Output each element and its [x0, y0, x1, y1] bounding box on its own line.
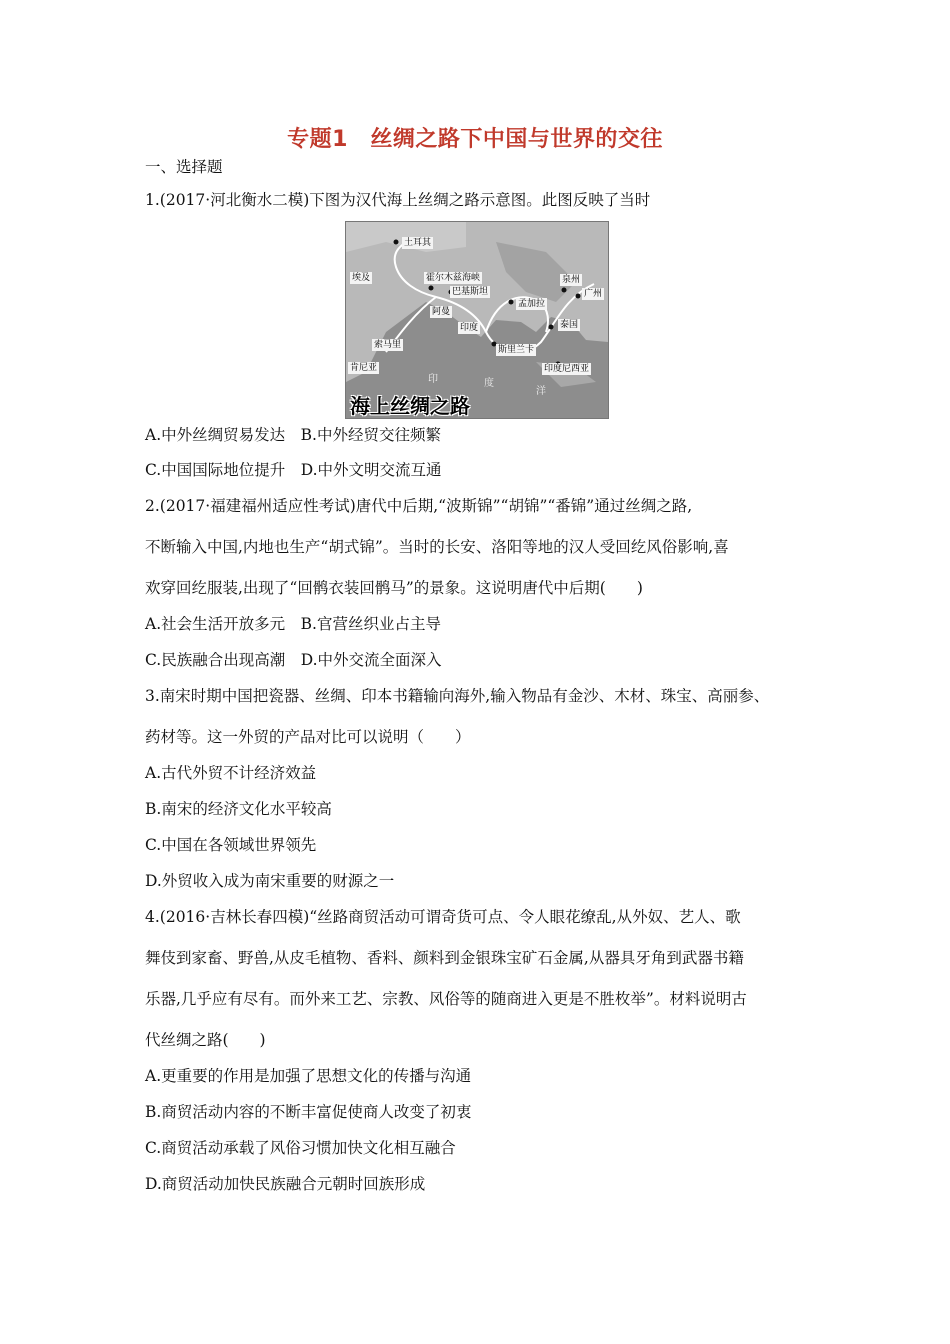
q2-stem-line2: 不断输入中国,内地也生产“胡式锦”。当时的长安、洛阳等地的汉人受回纥风俗影响,喜: [145, 538, 729, 556]
map-banner: 海上丝绸之路: [350, 394, 470, 418]
q4-option-c: C.商贸活动承载了风俗习惯加快文化相互融合: [145, 1139, 456, 1157]
q2-options-cd: C.民族融合出现高潮 D.中外交流全面深入: [145, 651, 442, 669]
map-label-egypt: 埃及: [352, 273, 371, 283]
map-label-kenya: 肯尼亚: [350, 363, 378, 373]
q4-stem-line4: 代丝绸之路( ): [145, 1031, 266, 1049]
q3-option-c: C.中国在各领域世界领先: [145, 836, 317, 854]
map-label-sri-lanka: 斯里兰卡: [498, 345, 535, 355]
q2-stem-line3: 欢穿回纥服装,出现了“回鹘衣装回鹘马”的景象。这说明唐代中后期( ): [145, 579, 643, 597]
map-label-thailand: 泰国: [560, 320, 579, 330]
map-label-guangzhou: 广州: [584, 289, 603, 299]
map-label-somalia: 索马里: [374, 340, 402, 350]
q4-stem-line2: 舞伎到家畜、野兽,从皮毛植物、香料、颜料到金银珠宝矿石金属,从器具牙角到武器书籍: [145, 949, 744, 967]
silk-road-map: [345, 221, 609, 419]
map-label-pakistan: 巴基斯坦: [452, 287, 489, 297]
q3-option-b: B.南宋的经济文化水平较高: [145, 800, 332, 818]
q4-stem-line1: 4.(2016·吉林长春四模)“丝路商贸活动可谓奇货可点、令人眼花缭乱,从外奴、艺人、歌: [145, 908, 741, 926]
q4-option-a: A.更重要的作用是加强了思想文化的传播与沟通: [145, 1067, 472, 1085]
q4-option-b: B.商贸活动内容的不断丰富促使商人改变了初衷: [145, 1103, 472, 1121]
map-label-turkey: 土耳其: [404, 238, 432, 248]
section-heading: 一、选择题: [145, 158, 223, 176]
q3-option-a: A.古代外贸不计经济效益: [145, 764, 317, 782]
page-title: 专题1 丝绸之路下中国与世界的交往: [287, 127, 663, 152]
q1-options-cd: C.中国国际地位提升 D.中外文明交流互通: [145, 461, 442, 479]
map-label-oman: 阿曼: [432, 307, 451, 317]
q3-stem-line2: 药材等。这一外贸的产品对比可以说明（ ）: [145, 728, 471, 746]
q1-options-ab: A.中外丝绸贸易发达 B.中外经贸交往频繁: [145, 426, 441, 444]
q3-stem-line1: 3.南宋时期中国把瓷器、丝绸、印本书籍输向海外,输入物品有金沙、木材、珠宝、高丽参、: [145, 687, 770, 705]
q2-options-ab: A.社会生活开放多元 B.官营丝织业占主导: [145, 615, 441, 633]
map-ocean-char-3: 洋: [536, 386, 546, 397]
q4-stem-line3: 乐器,几乎应有尽有。而外来工艺、宗教、风俗等的随商进入更是不胜枚举”。材料说明古: [145, 990, 747, 1008]
map-label-india: 印度: [460, 323, 479, 333]
map-label-indonesia: 印度尼西亚: [544, 364, 590, 374]
q4-option-d: D.商贸活动加快民族融合元朝时回族形成: [145, 1175, 426, 1193]
map-ocean-char-2: 度: [484, 378, 494, 389]
q2-stem-line1: 2.(2017·福建福州适应性考试)唐代中后期,“波斯锦”“胡锦”“番锦”通过丝绸之路,: [145, 497, 693, 515]
map-label-quanzhou: 泉州: [562, 275, 581, 285]
q1-stem: 1.(2017·河北衡水二模)下图为汉代海上丝绸之路示意图。此图反映了当时: [145, 191, 651, 209]
map-ocean-char-1: 印: [428, 374, 438, 385]
map-label-hormuz: 霍尔木兹海峡: [426, 273, 481, 283]
map-label-bangladesh: 孟加拉: [518, 299, 546, 309]
q3-option-d: D.外贸收入成为南宋重要的财源之一: [145, 872, 395, 890]
